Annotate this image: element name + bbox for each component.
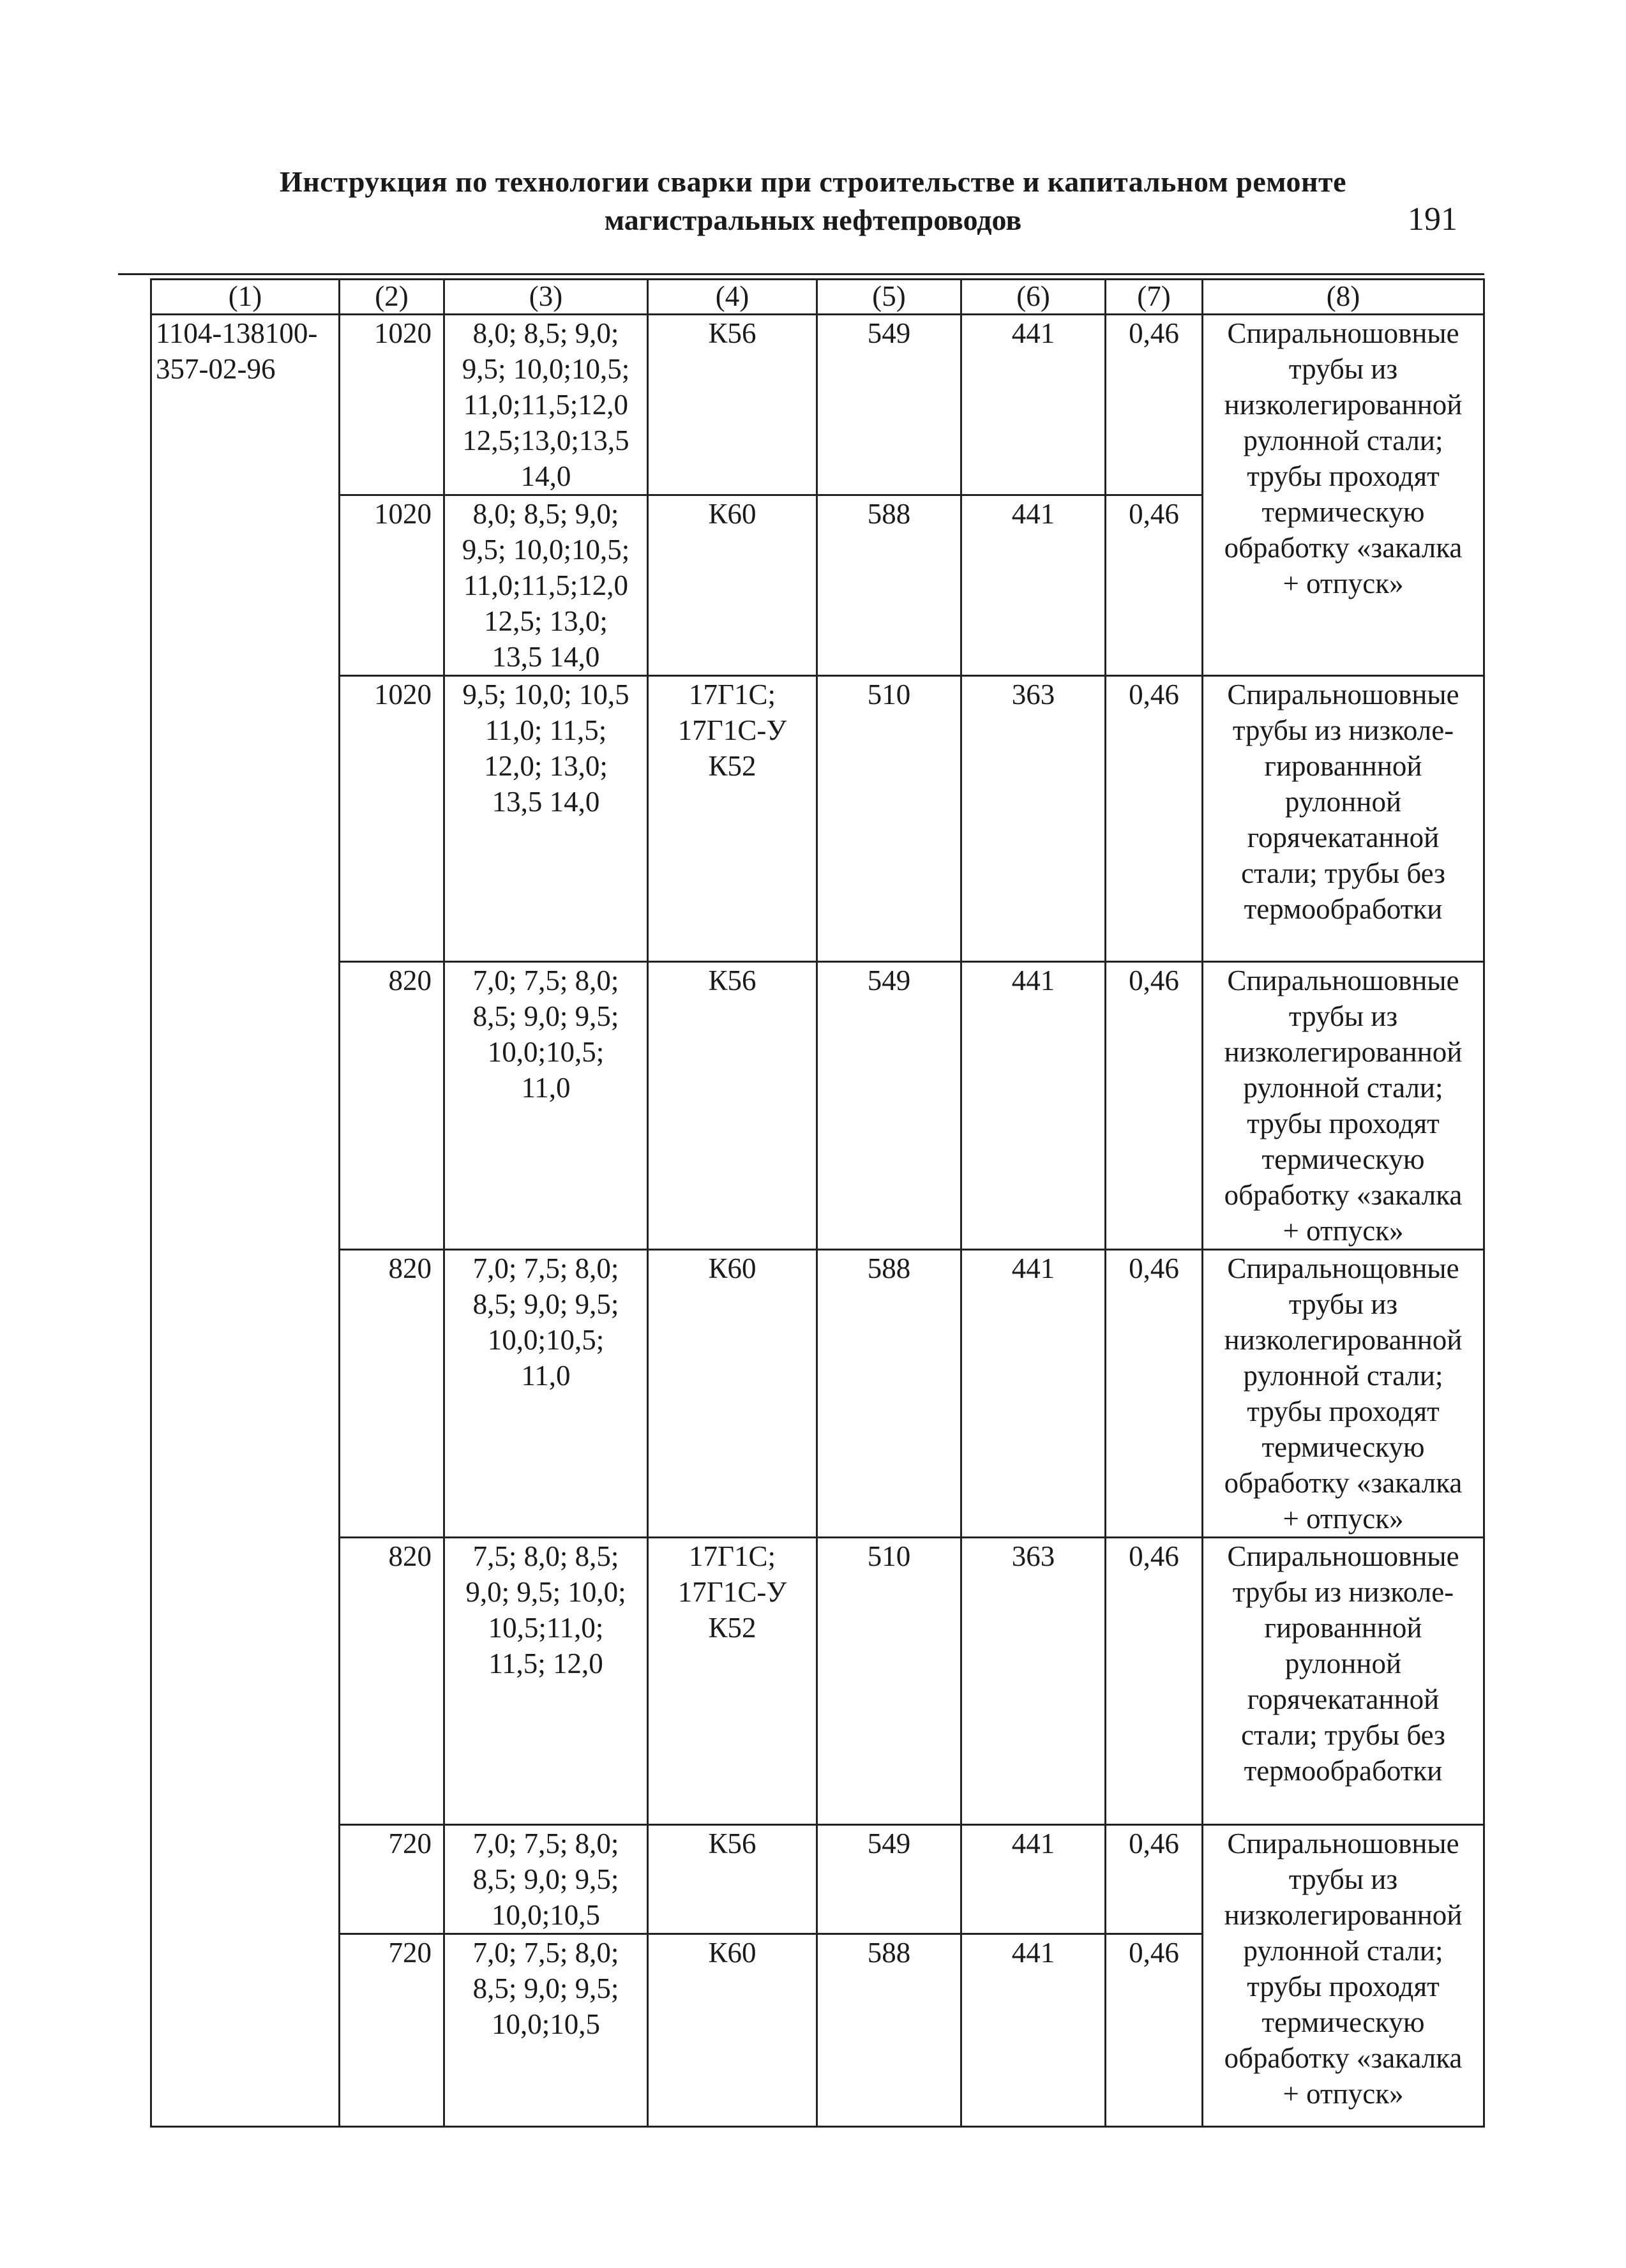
- pipe-description-cell-line: низколегированной: [1224, 1036, 1463, 1068]
- pipe-description-cell-line: трубы из: [1288, 1288, 1398, 1320]
- pipe-description-cell-line: рулонной: [1284, 1648, 1402, 1679]
- wall-thickness-cell-line: 7,5; 8,0; 8,5;: [472, 1540, 619, 1572]
- wall-thickness-cell: [444, 1538, 648, 1825]
- spec-number-cell: [151, 315, 340, 2127]
- coefficient-cell: 0,46: [1106, 315, 1203, 495]
- steel-grade-cell: [648, 1825, 817, 1934]
- steel-grade-cell-line: К56: [708, 965, 757, 996]
- pipe-description-cell-line: рулонной стали;: [1243, 424, 1443, 456]
- pipe-description-cell: [1203, 1825, 1484, 2127]
- table-row: [151, 1250, 1484, 1538]
- pipe-description-cell-line: трубы из: [1288, 1000, 1398, 1032]
- steel-grade-cell: [648, 1538, 817, 1825]
- wall-thickness-cell: [444, 1250, 648, 1538]
- wall-thickness-cell-line: 9,5; 10,0;10,5;: [462, 534, 630, 566]
- wall-thickness-cell-line: 8,5; 9,0; 9,5;: [472, 1288, 619, 1320]
- steel-grade-cell: [648, 315, 817, 495]
- pipe-description-cell-line: + отпуск»: [1283, 1215, 1404, 1247]
- steel-grade-cell-line: К52: [708, 1612, 757, 1644]
- wall-thickness-cell-line: 9,5; 10,0;10,5;: [462, 353, 630, 385]
- wall-thickness-cell-line: 11,0;11,5;12,0: [463, 389, 628, 421]
- spec-number-cell-line: 357-02-96: [156, 353, 276, 385]
- coefficient-cell: 0,46: [1106, 495, 1203, 676]
- coefficient-cell: 0,46: [1106, 676, 1203, 962]
- steel-grade-cell: [648, 676, 817, 962]
- wall-thickness-cell-line: 12,0; 13,0;: [484, 750, 608, 782]
- pipe-description-cell-line: гированнной: [1264, 750, 1422, 782]
- pipe-description-cell-line: горячекатанной: [1247, 1683, 1440, 1715]
- pipe-description-cell-line: трубы проходят: [1247, 1971, 1440, 2002]
- pipe-description-cell-line: термическую: [1261, 2006, 1425, 2038]
- wall-thickness-cell-line: 12,5; 13,0;: [484, 605, 608, 637]
- steel-grade-cell-line: К56: [708, 317, 757, 349]
- steel-grade-cell: [648, 1934, 817, 2127]
- pipe-description-cell-line: термообработки: [1244, 893, 1443, 925]
- wall-thickness-cell: [444, 676, 648, 962]
- wall-thickness-cell-line: 11,0;11,5;12,0: [463, 569, 628, 601]
- steel-grade-cell-line: К52: [708, 750, 757, 782]
- steel-grade-cell: [648, 495, 817, 676]
- wall-thickness-cell-line: 13,5 14,0: [492, 641, 600, 673]
- wall-thickness-cell-line: 10,0;10,5;: [487, 1324, 605, 1356]
- wall-thickness-cell-line: 9,0; 9,5; 10,0;: [465, 1576, 626, 1608]
- document-title-line2: магистральных нефтепроводов: [604, 204, 1022, 236]
- steel-grade-cell-line: К60: [708, 1937, 757, 1969]
- pipe-description-cell-line: трубы проходят: [1247, 460, 1440, 492]
- wall-thickness-cell-line: 8,5; 9,0; 9,5;: [472, 1863, 619, 1895]
- yield-strength-cell: 441: [961, 1825, 1106, 1934]
- steel-grade-cell-line: 17Г1С-У: [677, 714, 787, 746]
- column-header: (8): [1203, 280, 1484, 315]
- steel-grade-cell-line: 17Г1С;: [688, 679, 776, 710]
- wall-thickness-cell-line: 11,0: [521, 1072, 571, 1104]
- tensile-strength-cell: 549: [817, 962, 961, 1250]
- column-header: (4): [648, 280, 817, 315]
- column-header: (5): [817, 280, 961, 315]
- pipe-description-cell-line: + отпуск»: [1283, 1503, 1404, 1535]
- table-row: [151, 962, 1484, 1250]
- pipe-description-cell-line: трубы из: [1288, 353, 1398, 385]
- steel-grade-cell-line: 17Г1С-У: [677, 1576, 787, 1608]
- wall-thickness-cell-line: 7,0; 7,5; 8,0;: [472, 1828, 619, 1859]
- pipe-description-cell-line: обработку «закалка: [1224, 1467, 1463, 1499]
- diameter-cell: 1020: [340, 676, 444, 962]
- pipe-description-cell-line: рулонной стали;: [1243, 1360, 1443, 1392]
- pipe-description-cell: [1203, 315, 1484, 676]
- wall-thickness-cell-line: 11,5; 12,0: [488, 1648, 603, 1679]
- yield-strength-cell: 363: [961, 676, 1106, 962]
- wall-thickness-cell-line: 11,0; 11,5;: [485, 714, 607, 746]
- steel-grade-cell: [648, 1250, 817, 1538]
- pipe-description-cell-line: + отпуск»: [1283, 567, 1404, 599]
- pipe-description-cell-line: + отпуск»: [1283, 2078, 1404, 2110]
- wall-thickness-cell: [444, 962, 648, 1250]
- table-row: [151, 676, 1484, 962]
- wall-thickness-cell: [444, 1934, 648, 2127]
- pipe-description-cell-line: трубы из низколе-: [1232, 714, 1454, 746]
- pipe-description-cell-line: низколегированной: [1224, 389, 1463, 421]
- pipe-description-cell: [1203, 962, 1484, 1250]
- pipe-description-cell-line: рулонной стали;: [1243, 1072, 1443, 1104]
- wall-thickness-cell-line: 7,0; 7,5; 8,0;: [472, 1937, 619, 1969]
- pipe-description-cell-line: рулонной стали;: [1243, 1935, 1443, 1967]
- wall-thickness-cell: [444, 315, 648, 495]
- pipe-description-cell-line: термическую: [1261, 1143, 1425, 1175]
- diameter-cell: 820: [340, 1250, 444, 1538]
- coefficient-cell: 0,46: [1106, 1538, 1203, 1825]
- table-row: [151, 1825, 1484, 1934]
- pipe-description-cell-line: Спиральнощовные: [1227, 1252, 1459, 1284]
- diameter-cell: 720: [340, 1934, 444, 2127]
- steel-grade-cell-line: 17Г1С;: [688, 1540, 776, 1572]
- diameter-cell: 820: [340, 962, 444, 1250]
- yield-strength-cell: 441: [961, 962, 1106, 1250]
- pipe-description-cell: [1203, 1538, 1484, 1825]
- pipe-description-cell-line: рулонной: [1284, 786, 1402, 818]
- pipe-description-cell-line: гированнной: [1264, 1612, 1422, 1644]
- pipe-description-cell-line: трубы из: [1288, 1863, 1398, 1895]
- pipe-description-cell-line: Спиральношовные: [1227, 1540, 1459, 1572]
- column-header: (1): [151, 280, 340, 315]
- yield-strength-cell: 441: [961, 315, 1106, 495]
- pipe-description-cell-line: низколегированной: [1224, 1899, 1463, 1931]
- coefficient-cell: 0,46: [1106, 1825, 1203, 1934]
- table-row: [151, 315, 1484, 495]
- column-header: (2): [340, 280, 444, 315]
- pipe-description-cell-line: трубы из низколе-: [1232, 1576, 1454, 1608]
- wall-thickness-cell: [444, 495, 648, 676]
- yield-strength-cell: 441: [961, 495, 1106, 676]
- wall-thickness-cell-line: 13,5 14,0: [492, 786, 600, 818]
- tensile-strength-cell: 588: [817, 495, 961, 676]
- pipe-description-cell-line: Спиральношовные: [1227, 679, 1459, 710]
- tensile-strength-cell: 588: [817, 1934, 961, 2127]
- spec-number-cell-line: 1104-138100-: [156, 317, 318, 349]
- diameter-cell: 1020: [340, 495, 444, 676]
- document-title-line1: Инструкция по технологии сварки при строительстве и капитальном ремонте: [279, 165, 1347, 198]
- yield-strength-cell: 363: [961, 1538, 1106, 1825]
- wall-thickness-cell-line: 9,5; 10,0; 10,5: [462, 679, 629, 710]
- coefficient-cell: 0,46: [1106, 1934, 1203, 2127]
- pipe-description-cell-line: стали; трубы без: [1241, 1719, 1445, 1751]
- pipe-description-cell-line: трубы проходят: [1247, 1108, 1440, 1139]
- wall-thickness-cell-line: 11,0: [521, 1360, 571, 1392]
- pipe-description-cell-line: термообработки: [1244, 1755, 1443, 1787]
- pipe-description-cell-line: Спиральношовные: [1227, 1828, 1459, 1859]
- pipe-description-cell: [1203, 1250, 1484, 1538]
- pipe-description-cell-line: обработку «закалка: [1224, 2042, 1463, 2074]
- diameter-cell: 720: [340, 1825, 444, 1934]
- header-rule: [118, 273, 1484, 275]
- wall-thickness-cell-line: 10,5;11,0;: [488, 1612, 604, 1644]
- pipe-description-cell-line: стали; трубы без: [1241, 857, 1445, 889]
- tensile-strength-cell: 510: [817, 676, 961, 962]
- pipe-description-cell-line: Спиральношовные: [1227, 965, 1459, 996]
- coefficient-cell: 0,46: [1106, 962, 1203, 1250]
- steel-grade-cell: [648, 962, 817, 1250]
- pipe-description-cell-line: трубы проходят: [1247, 1395, 1440, 1427]
- pipe-spec-table: [150, 278, 1485, 2128]
- wall-thickness-cell-line: 10,0;10,5: [491, 2008, 600, 2040]
- steel-grade-cell-line: К60: [708, 1252, 757, 1284]
- tensile-strength-cell: 549: [817, 1825, 961, 1934]
- wall-thickness-cell-line: 12,5;13,0;13,5: [462, 424, 629, 456]
- wall-thickness-cell-line: 10,0;10,5;: [487, 1036, 605, 1068]
- tensile-strength-cell: 588: [817, 1250, 961, 1538]
- wall-thickness-cell-line: 7,0; 7,5; 8,0;: [472, 1252, 619, 1284]
- coefficient-cell: 0,46: [1106, 1250, 1203, 1538]
- pipe-description-cell-line: Спиральношовные: [1227, 317, 1459, 349]
- tensile-strength-cell: 549: [817, 315, 961, 495]
- wall-thickness-cell-line: 8,0; 8,5; 9,0;: [472, 317, 619, 349]
- steel-grade-cell-line: К56: [708, 1828, 757, 1859]
- pipe-description-cell-line: термическую: [1261, 496, 1425, 528]
- pipe-description-cell-line: термическую: [1261, 1431, 1425, 1463]
- pipe-description-cell-line: обработку «закалка: [1224, 532, 1463, 564]
- wall-thickness-cell-line: 8,0; 8,5; 9,0;: [472, 498, 619, 530]
- diameter-cell: 820: [340, 1538, 444, 1825]
- wall-thickness-cell-line: 7,0; 7,5; 8,0;: [472, 965, 619, 996]
- column-header: (7): [1106, 280, 1203, 315]
- wall-thickness-cell-line: 10,0;10,5: [491, 1899, 600, 1931]
- yield-strength-cell: 441: [961, 1250, 1106, 1538]
- column-header: (6): [961, 280, 1106, 315]
- wall-thickness-cell-line: 14,0: [520, 460, 571, 492]
- pipe-description-cell-line: горячекатанной: [1247, 822, 1440, 853]
- wall-thickness-cell-line: 8,5; 9,0; 9,5;: [472, 1972, 619, 2004]
- steel-grade-cell-line: К60: [708, 498, 757, 530]
- pipe-description-cell-line: низколегированной: [1224, 1324, 1463, 1356]
- page-number: 191: [1408, 201, 1457, 237]
- pipe-description-cell-line: обработку «закалка: [1224, 1179, 1463, 1211]
- wall-thickness-cell: [444, 1825, 648, 1934]
- tensile-strength-cell: 510: [817, 1538, 961, 1825]
- pipe-description-cell: [1203, 676, 1484, 962]
- yield-strength-cell: 441: [961, 1934, 1106, 2127]
- table-header-row: [151, 280, 1484, 315]
- table-row: [151, 1538, 1484, 1825]
- wall-thickness-cell-line: 8,5; 9,0; 9,5;: [472, 1000, 619, 1032]
- diameter-cell: 1020: [340, 315, 444, 495]
- column-header: (3): [444, 280, 648, 315]
